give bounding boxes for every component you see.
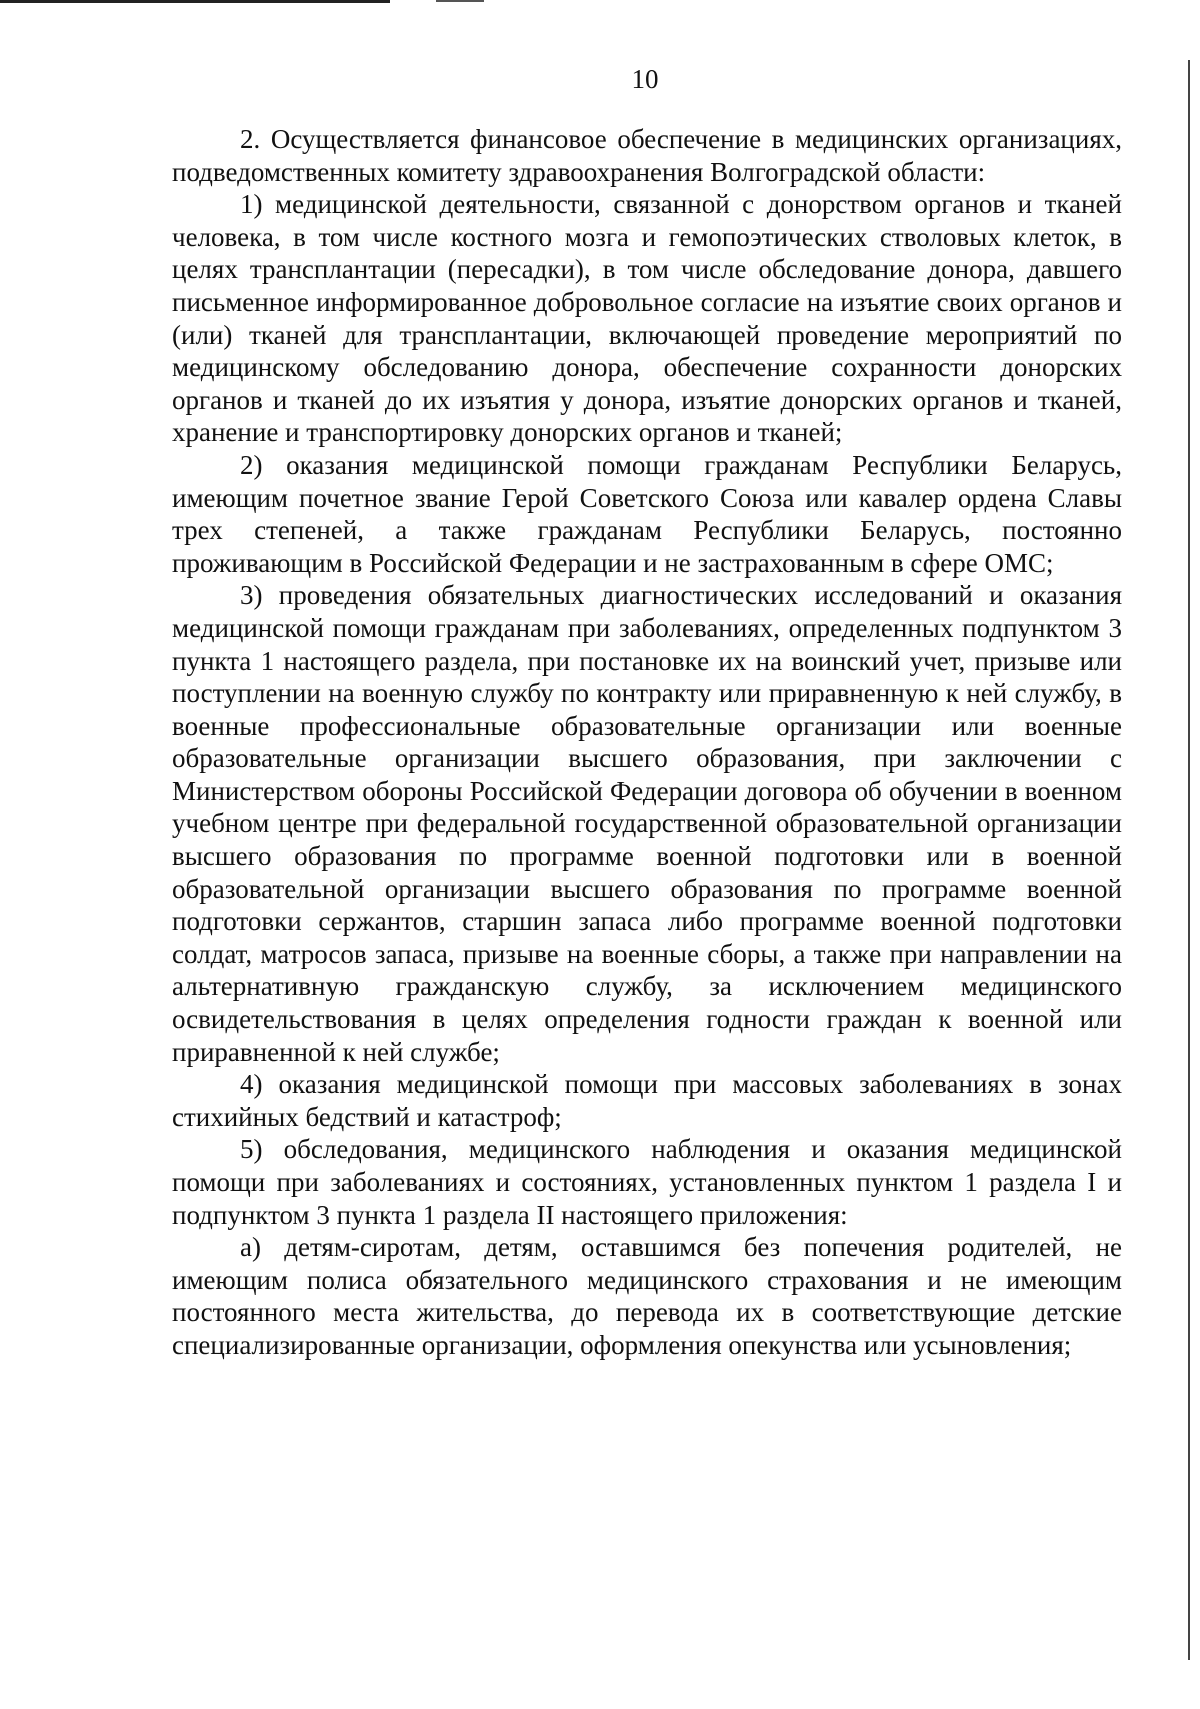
- paragraph-subitem-3: 3) проведения обязательных диагностических исследований и оказания медицинской помощи гражданам при заболеваниях, определенных подпунктом 3 пункта 1 настоящего раздела, при постановке их на воинский учет, призыве или поступлении на военную службу по контракту или приравненную к ней службу, в военные профессиональные образовательные организации или военные образовательные организации высшего образования, при заключении с Министерством обороны Российской Федерации договора об обучении в военном учебном центре при федеральной государственной образовательной организации высшего образования по программе военной подготовки или в военной образовательной организации высшего образования по программе военной подготовки сержантов, старшин запаса либо программе военной подготовки солдат, матросов запаса, призыве на военные сборы, а также при направлении на альтернативную гражданскую службу, за исключением медицинского освидетельствования в целях определения годности граждан к военной или приравненной к ней службе;: [172, 580, 1122, 1067]
- paragraph-subitem-1: 1) медицинской деятельности, связанной с донорством органов и тканей человека, в том числе костного мозга и гемопоэтических стволовых клеток, в целях трансплантации (пересадки), в том числе обследование донора, давшего письменное информированное добровольное согласие на изъятие своих органов и (или) тканей для трансплантации, включающей проведение мероприятий по медицинскому обследованию донора, обеспечение сохранности донорских органов и тканей до их изъятия у донора, изъятие донорских органов и тканей, хранение и транспортировку донорских органов и тканей;: [172, 189, 1122, 448]
- paragraph-subitem-5: 5) обследования, медицинского наблюдения и оказания медицинской помощи при заболеваниях и состояниях, установленных пунктом 1 раздела I и подпунктом 3 пункта 1 раздела II настоящего приложения:: [172, 1134, 1122, 1230]
- paragraph-subitem-2: 2) оказания медицинской помощи гражданам Республики Беларусь, имеющим почетное звание Герой Советского Союза или кавалер ордена Славы трех степеней, а также гражданам Республики Беларусь, постоянно проживающим в Российской Федерации и не застрахованным в сфере ОМС;: [172, 449, 1122, 578]
- scan-edge-right: [1188, 60, 1190, 1660]
- scan-artifact-top: [0, 0, 390, 3]
- scan-artifact-top-short: [436, 0, 484, 2]
- page-number: 10: [631, 64, 659, 94]
- paragraph-item-2: 2. Осуществляется финансовое обеспечение в медицинских организациях, подведомственных комитету здравоохранения Волгоградской области:: [172, 124, 1122, 187]
- paragraph-subitem-5a: а) детям-сиротам, детям, оставшимся без попечения родителей, не имеющим полиса обязательного медицинского страхования и не имеющим постоянного места жительства, до перевода их в соответствующие детские специализированные организации, оформления опекунства или усыновления;: [172, 1232, 1122, 1360]
- paragraph-subitem-4: 4) оказания медицинской помощи при массовых заболеваниях в зонах стихийных бедствий и катастроф;: [172, 1069, 1122, 1132]
- document-body: [172, 123, 1122, 1362]
